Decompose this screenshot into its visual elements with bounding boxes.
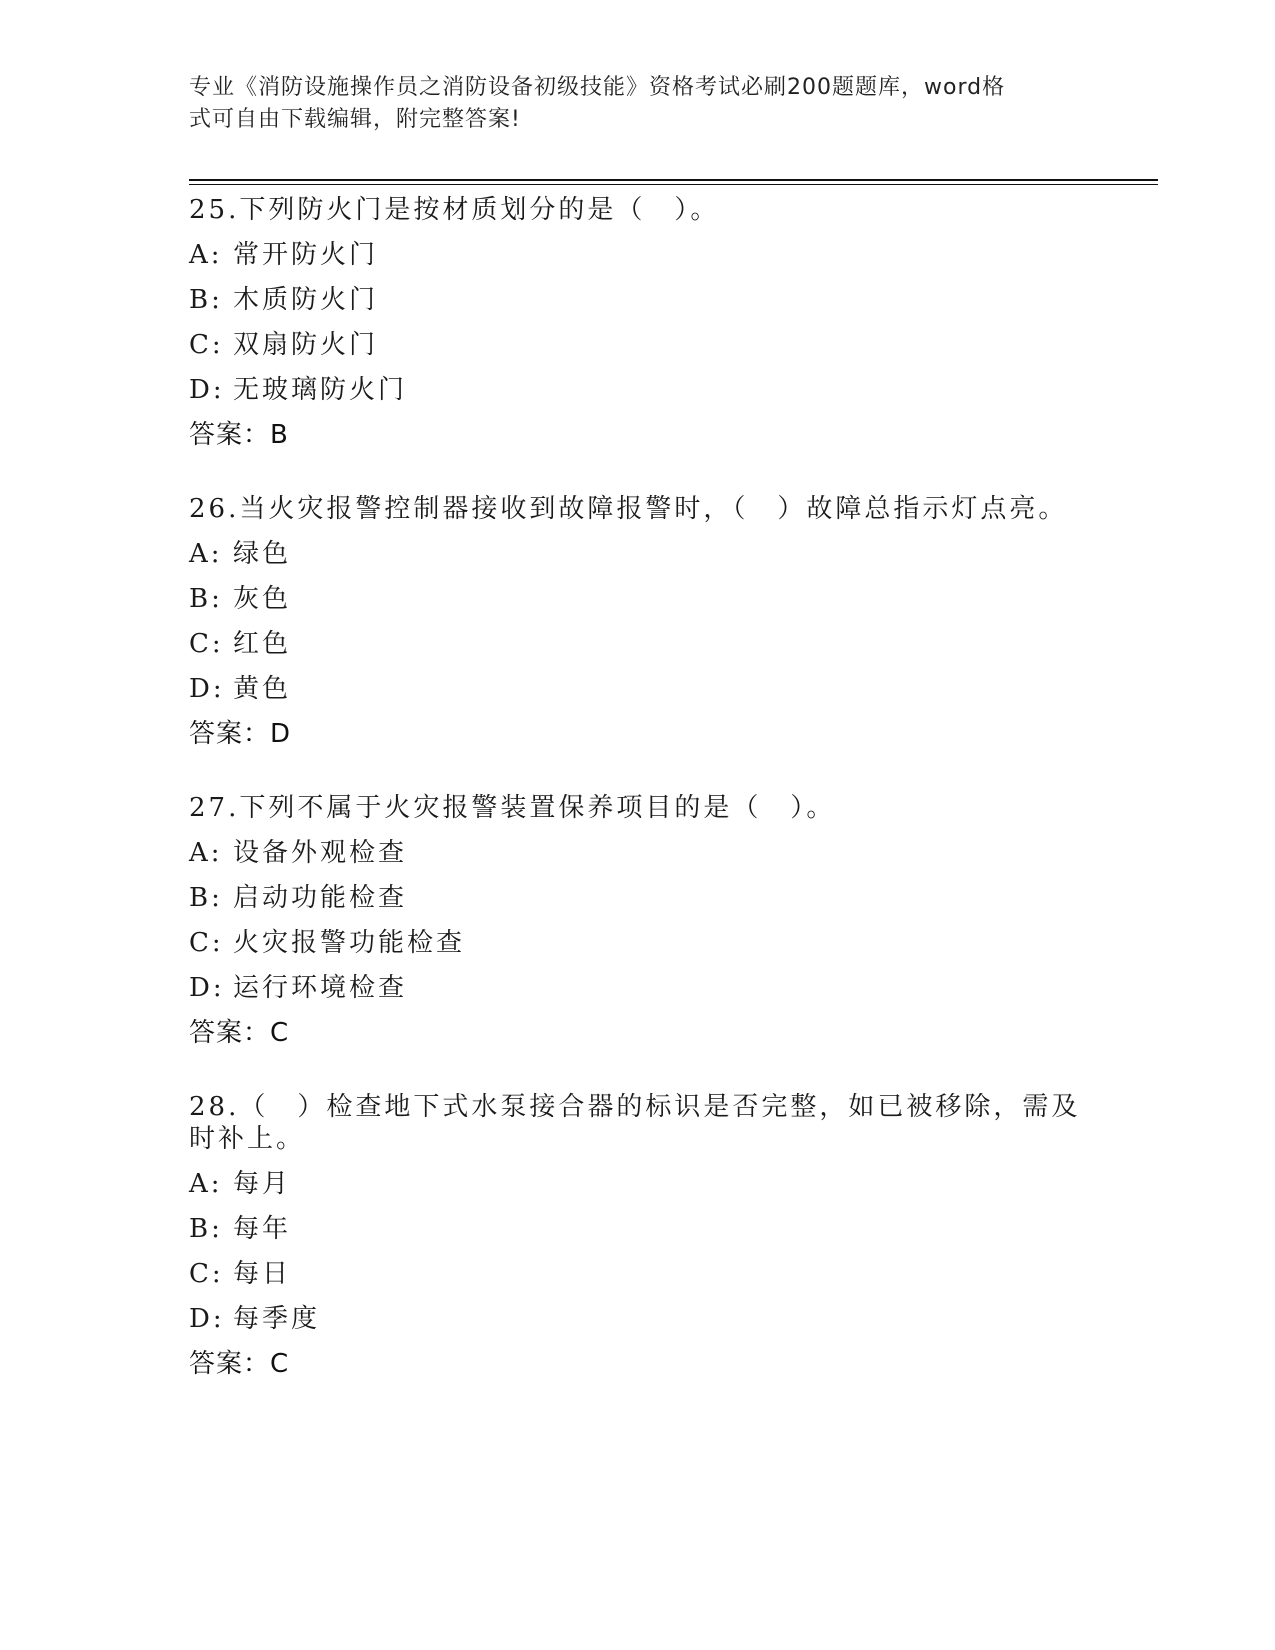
question-stem [189,786,1089,830]
option-c [189,920,1089,965]
option-text: 红色 [233,628,292,659]
option-c [189,1251,1089,1296]
option-key: A: [189,1168,223,1199]
option-a [189,232,1089,277]
question-text: （ ）检查地下式水泵接合器的标识是否完整，如已被移除，需及时补上。 [189,1092,1081,1154]
option-key: C: [189,329,224,360]
option-d [189,367,1089,412]
intro-line-1: 专业《消防设施操作员之消防设备初级技能》资格考试必刷200题题库，word格 [189,75,1006,100]
question-number: 25. [189,195,240,225]
option-d [189,666,1089,711]
question-text: 下列防火门是按材质划分的是（ ）。 [239,195,720,225]
answer-line [189,1010,1089,1055]
header-divider-thick [189,179,1158,181]
question-28 [189,1085,1089,1386]
option-key: A: [189,538,223,569]
answer-value: B [270,419,289,450]
question-stem [189,487,1089,531]
answer-label: 答案： [189,419,271,450]
option-key: C: [189,628,224,659]
answer-line [189,1341,1089,1386]
option-text: 运行环境检查 [233,972,408,1003]
option-text: 常开防火门 [233,239,379,270]
question-stem [189,188,1089,232]
option-text: 每年 [233,1213,292,1244]
answer-value: D [270,718,292,749]
option-text: 每日 [233,1258,292,1289]
option-key: D: [189,972,225,1003]
option-key: D: [189,1303,225,1334]
option-key: C: [189,927,224,958]
question-text: 当火灾报警控制器接收到故障报警时，（ ）故障总指示灯点亮。 [239,494,1068,524]
option-b [189,277,1089,322]
answer-value: C [270,1348,290,1379]
option-a [189,531,1089,576]
answer-label: 答案： [189,718,271,749]
answer-label: 答案： [189,1348,271,1379]
option-text: 绿色 [233,538,292,569]
option-key: C: [189,1258,224,1289]
option-key: A: [189,837,223,868]
option-a [189,1161,1089,1206]
document-intro [189,72,1089,136]
option-b [189,875,1089,920]
option-key: D: [189,673,225,704]
question-26 [189,487,1089,756]
option-b [189,576,1089,621]
option-c [189,621,1089,666]
option-text: 火灾报警功能检查 [233,927,466,958]
option-key: D: [189,374,225,405]
intro-line-2: 式可自由下载编辑，附完整答案! [189,107,521,132]
question-list [189,188,1089,1416]
question-text: 下列不属于火灾报警装置保养项目的是（ ）。 [239,793,836,823]
option-text: 黄色 [233,673,292,704]
answer-label: 答案： [189,1017,271,1048]
option-text: 启动功能检查 [233,882,408,913]
option-c [189,322,1089,367]
answer-line [189,412,1089,457]
question-number: 26. [189,494,240,524]
question-number: 28. [189,1092,240,1122]
question-number: 27. [189,793,240,823]
option-key: B: [189,284,223,315]
option-text: 设备外观检查 [233,837,408,868]
option-text: 无玻璃防火门 [233,374,408,405]
answer-value: C [270,1017,290,1048]
question-stem [189,1085,1089,1161]
option-text: 每月 [233,1168,292,1199]
option-a [189,830,1089,875]
answer-line [189,711,1089,756]
option-text: 每季度 [233,1303,321,1334]
option-key: B: [189,1213,223,1244]
option-d [189,965,1089,1010]
option-text: 双扇防火门 [233,329,379,360]
option-text: 灰色 [233,583,292,614]
option-d [189,1296,1089,1341]
option-key: B: [189,882,223,913]
option-text: 木质防火门 [233,284,379,315]
question-27 [189,786,1089,1055]
option-b [189,1206,1089,1251]
header-divider-thin [189,184,1158,185]
question-25 [189,188,1089,457]
option-key: A: [189,239,223,270]
option-key: B: [189,583,223,614]
